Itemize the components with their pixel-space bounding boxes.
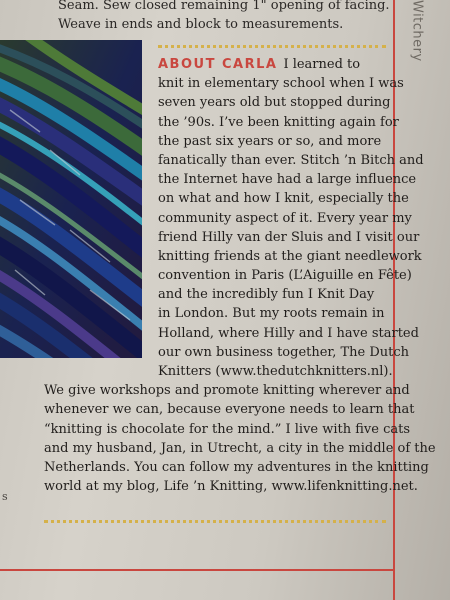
paragraph-line: the ’90s. I’ve been knitting again for	[158, 114, 399, 130]
section-tab-label: Witchery	[409, 0, 425, 62]
about-carla-article	[0, 55, 436, 496]
paragraph-line: Knitters (www.thedutchknitters.nl).	[158, 364, 393, 379]
paragraph-line: world at my blog, Life ’n Knitting, www.lifenknitting.net.	[44, 479, 418, 495]
paragraph-line: convention in Paris (L’Aiguille en Fête)	[158, 268, 412, 284]
paragraph-line: and the incredibly fun I Knit Day	[158, 287, 375, 303]
previous-pattern-text	[58, 0, 398, 34]
paragraph-line: whenever we can, because everyone needs to learn that	[44, 402, 415, 418]
paragraph-line: fanatically than ever. Stitch ’n Bitch and	[158, 152, 424, 168]
about-heading: ABOUT CARLA	[158, 57, 278, 72]
previous-text-line: Seam. Sew closed remaining 1" opening of facing.	[58, 0, 390, 13]
paragraph-line: We give workshops and promote knitting wherever and	[44, 383, 410, 399]
paragraph-line: community aspect of it. Every year my	[158, 210, 412, 226]
previous-text-line: Weave in ends and block to measurements.	[58, 17, 344, 32]
paragraph-line: the Internet have had a large influence	[158, 172, 417, 188]
paragraph-line-text: I learned to	[283, 57, 361, 72]
paragraph-line	[0, 55, 395, 74]
paragraph-line: knit in elementary school when I was	[158, 76, 404, 92]
paragraph-line: and my husband, Jan, in Utrecht, a city in the middle of the	[44, 440, 436, 456]
paragraph-line: seven years old but stopped during	[158, 95, 391, 111]
dotted-divider-bottom	[44, 520, 386, 523]
paragraph-line: the past six years or so, and more	[158, 133, 382, 149]
paragraph-line: in London. But my roots remain in	[158, 306, 385, 322]
page-margin-rule-horizontal	[0, 569, 395, 571]
paragraph-line: knitting friends at the giant needlework	[158, 248, 422, 264]
paragraph-line: Holland, where Hilly and I have started	[158, 325, 419, 341]
paragraph-line: Netherlands. You can follow my adventures in the knitting	[44, 459, 429, 475]
cut-off-edge-letter: s	[2, 490, 8, 503]
paragraph-line: our own business together, The Dutch	[158, 344, 410, 360]
section-tab	[402, 0, 432, 80]
paragraph-line: friend Hilly van der Sluis and I visit our	[158, 229, 420, 245]
dotted-divider-top	[158, 45, 386, 48]
paragraph-line: “knitting is chocolate for the mind.” I live with five cats	[44, 421, 411, 437]
paragraph-line: on what and how I knit, especially the	[158, 191, 409, 207]
